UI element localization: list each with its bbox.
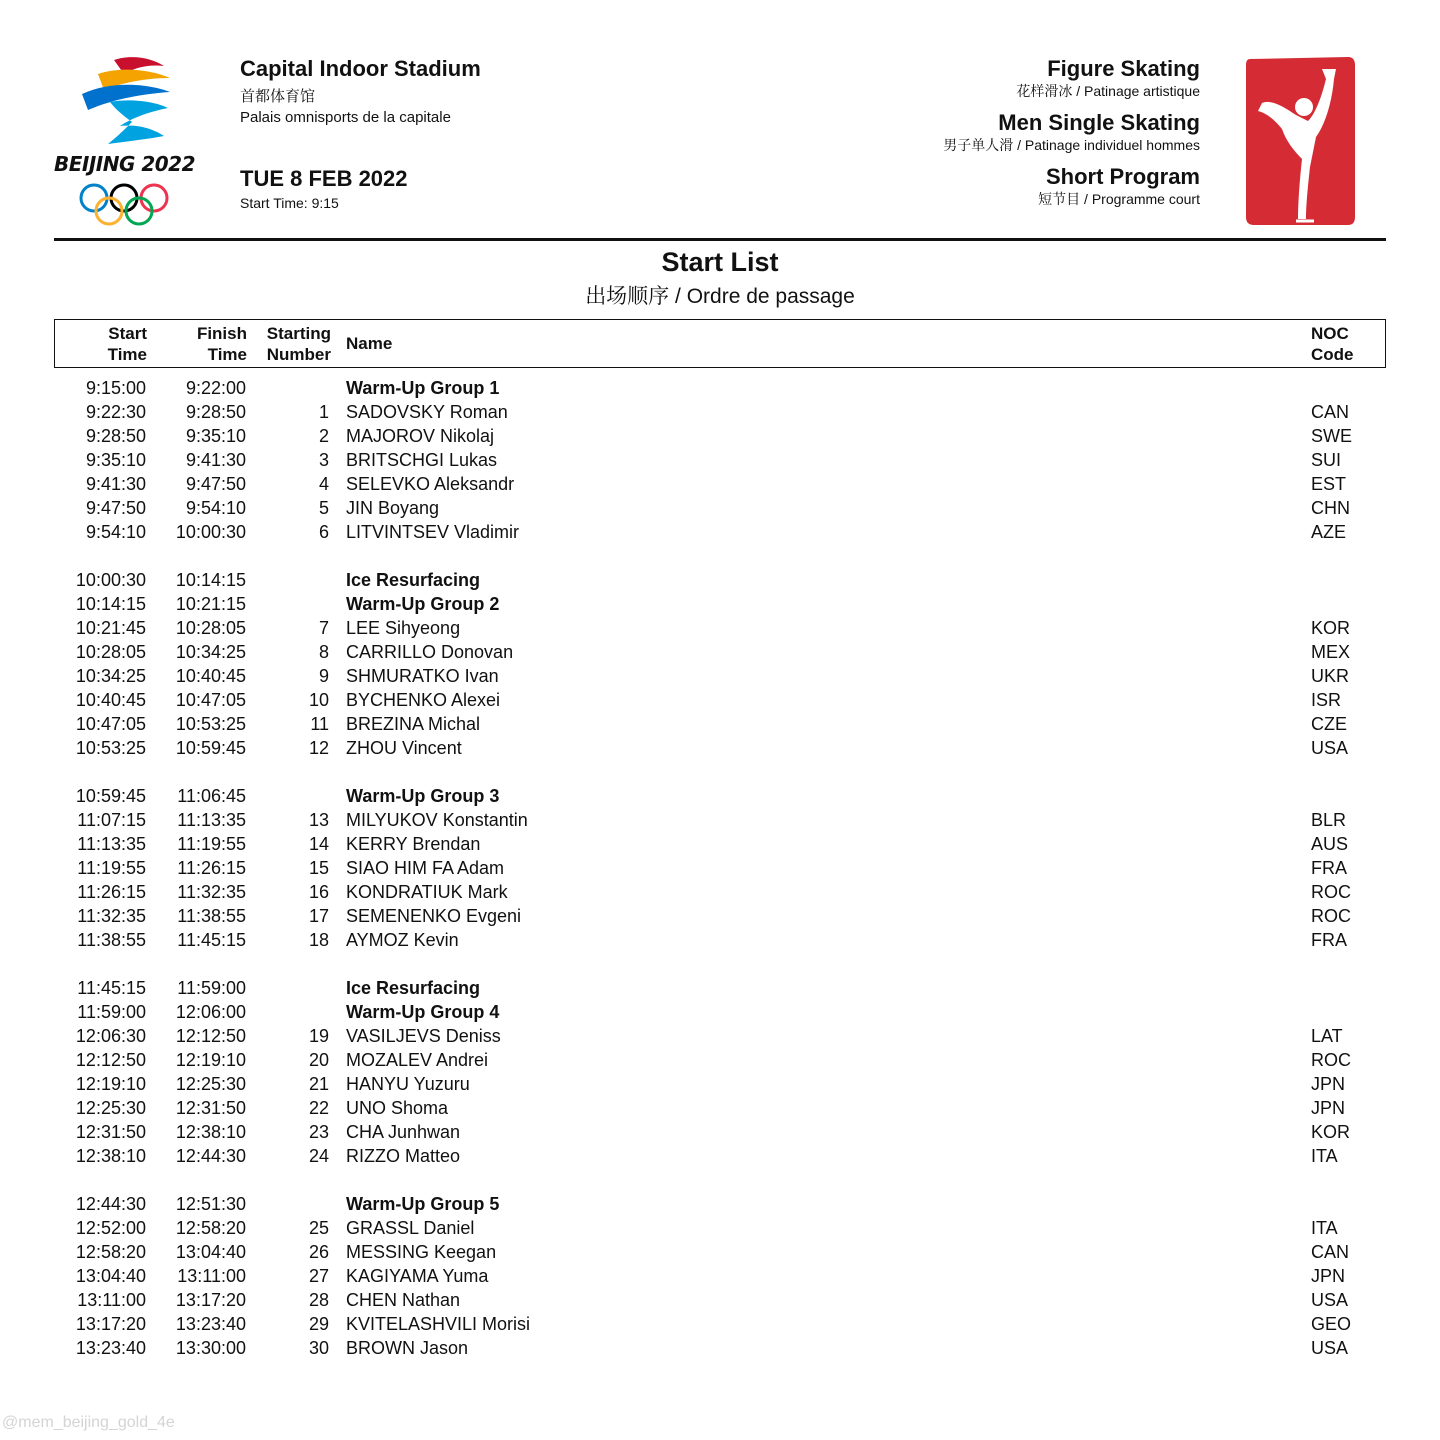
finish-time-cell: 11:38:55 — [177, 906, 246, 926]
noc-code-cell: ROC — [1311, 906, 1351, 926]
header-starting-number: Starting Number — [266, 324, 331, 364]
finish-time-cell: 11:59:00 — [177, 978, 246, 998]
name-cell: CARRILLO Donovan — [346, 642, 514, 662]
schedule-label-row — [0, 592, 1440, 616]
starting-number-cell: 26 — [308, 1242, 329, 1262]
noc-code-cell: FRA — [1311, 858, 1347, 878]
noc-code-cell: ROC — [1311, 882, 1351, 902]
skater-row — [0, 880, 1440, 904]
skater-row — [0, 808, 1440, 832]
watermark: @mem_beijing_gold_4e — [2, 1414, 175, 1431]
start-time-cell: 10:47:05 — [75, 714, 146, 734]
finish-time-cell: 12:19:10 — [175, 1050, 246, 1070]
start-time-cell: 12:58:20 — [75, 1242, 146, 1262]
noc-code-cell: ITA — [1311, 1218, 1338, 1238]
finish-time-cell: 9:28:50 — [185, 402, 246, 422]
name-cell: VASILJEVS Deniss — [346, 1026, 501, 1046]
finish-time-cell: 13:04:40 — [175, 1242, 246, 1262]
start-time-cell: 9:35:10 — [85, 450, 146, 470]
skater-row — [0, 1120, 1440, 1144]
venue-name: Capital Indoor Stadium — [240, 56, 481, 81]
name-cell: Ice Resurfacing — [346, 978, 481, 998]
finish-time-cell: 12:12:50 — [175, 1026, 246, 1046]
finish-time-cell: 12:51:30 — [175, 1194, 246, 1214]
name-cell: Ice Resurfacing — [346, 570, 481, 590]
schedule-label-row — [0, 1000, 1440, 1024]
noc-code-cell: KOR — [1311, 1122, 1351, 1142]
venue-name-zh: 首都体育馆 — [240, 88, 316, 105]
starting-number-cell: 28 — [308, 1290, 329, 1310]
finish-time-cell: 10:21:15 — [175, 594, 246, 614]
start-time-cell: 12:52:00 — [75, 1218, 146, 1238]
skater-row — [0, 1144, 1440, 1168]
noc-code-cell: CAN — [1311, 402, 1350, 422]
name-cell: KONDRATIUK Mark — [346, 882, 508, 902]
skater-row — [0, 1216, 1440, 1240]
name-cell: MESSING Keegan — [346, 1242, 497, 1262]
skater-row — [0, 1264, 1440, 1288]
name-cell: Warm-Up Group 2 — [346, 594, 500, 614]
start-time-cell: 9:22:30 — [85, 402, 146, 422]
starting-number-cell: 12 — [308, 738, 329, 758]
skater-row — [0, 640, 1440, 664]
start-time-cell: 9:54:10 — [85, 522, 146, 542]
emblem-wordmark: BEIJING 2022 — [54, 152, 196, 176]
start-time-cell: 11:19:55 — [77, 858, 146, 878]
name-cell: BYCHENKO Alexei — [346, 690, 501, 710]
starting-number-cell: 21 — [308, 1074, 329, 1094]
name-cell: MILYUKOV Konstantin — [346, 810, 528, 830]
skater-row — [0, 1312, 1440, 1336]
start-time-cell: 13:04:40 — [75, 1266, 146, 1286]
event-date: TUE 8 FEB 2022 — [240, 166, 408, 191]
discipline-subtitle: 男子单人滑 / Patinage individuel hommes — [943, 137, 1200, 153]
skater-row — [0, 616, 1440, 640]
row-spacer — [0, 760, 1440, 784]
skater-row — [0, 472, 1440, 496]
schedule-label-row — [0, 376, 1440, 400]
finish-time-cell: 10:34:25 — [175, 642, 246, 662]
noc-code-cell: CZE — [1311, 714, 1347, 734]
finish-time-cell: 10:40:45 — [175, 666, 246, 686]
discipline-title: Men Single Skating — [998, 110, 1200, 135]
noc-code-cell: AUS — [1311, 834, 1349, 854]
name-cell: BREZINA Michal — [346, 714, 481, 734]
header-noc-code: NOC Code — [1311, 324, 1354, 364]
name-cell: CHA Junhwan — [346, 1122, 461, 1142]
name-cell: SHMURATKO Ivan — [346, 666, 499, 686]
name-cell: GRASSL Daniel — [346, 1218, 475, 1238]
finish-time-cell: 12:31:50 — [175, 1098, 246, 1118]
schedule-label-row — [0, 1192, 1440, 1216]
figure-skating-pictogram-icon — [1244, 55, 1357, 227]
starting-number-cell: 6 — [318, 522, 329, 542]
noc-code-cell: FRA — [1311, 930, 1347, 950]
start-time-cell: 9:15:00 — [85, 378, 146, 398]
start-time-cell: 11:32:35 — [77, 906, 146, 926]
finish-time-cell: 11:45:15 — [177, 930, 246, 950]
start-time-cell: 12:31:50 — [75, 1122, 146, 1142]
name-cell: LITVINTSEV Vladimir — [346, 522, 520, 542]
noc-code-cell: BLR — [1311, 810, 1347, 830]
noc-code-cell: ITA — [1311, 1146, 1338, 1166]
start-time-cell: 10:34:25 — [75, 666, 146, 686]
skater-row — [0, 832, 1440, 856]
start-time-cell: 11:45:15 — [77, 978, 146, 998]
starting-number-cell: 16 — [308, 882, 329, 902]
document-title-block — [0, 247, 1440, 310]
finish-time-cell: 12:58:20 — [175, 1218, 246, 1238]
header-divider — [54, 238, 1386, 241]
row-spacer — [0, 1168, 1440, 1192]
finish-time-cell: 9:22:00 — [185, 378, 246, 398]
starting-number-cell: 27 — [308, 1266, 329, 1286]
schedule-label-row — [0, 568, 1440, 592]
starting-number-cell: 14 — [308, 834, 329, 854]
skater-row — [0, 688, 1440, 712]
skater-row — [0, 856, 1440, 880]
schedule-label-row — [0, 784, 1440, 808]
starting-number-cell: 13 — [308, 810, 329, 830]
name-cell: Warm-Up Group 1 — [346, 378, 500, 398]
noc-code-cell: CHN — [1311, 498, 1350, 518]
name-cell: Warm-Up Group 3 — [346, 786, 500, 806]
finish-time-cell: 11:32:35 — [177, 882, 246, 902]
starting-number-cell: 24 — [308, 1146, 329, 1166]
noc-code-cell: CAN — [1311, 1242, 1350, 1262]
start-time-cell: 11:59:00 — [77, 1002, 146, 1022]
noc-code-cell: JPN — [1311, 1074, 1346, 1094]
noc-code-cell: USA — [1311, 738, 1349, 758]
start-time-cell: 10:00:30 — [75, 570, 146, 590]
noc-code-cell: USA — [1311, 1290, 1349, 1310]
start-time-cell: 10:59:45 — [75, 786, 146, 806]
sport-subtitle: 花样滑冰 / Patinage artistique — [1016, 83, 1200, 99]
document-subtitle: 出场顺序 / Ordre de passage — [585, 285, 855, 308]
start-time-cell: 9:47:50 — [85, 498, 146, 518]
name-cell: SIAO HIM FA Adam — [346, 858, 505, 878]
venue-name-fr: Palais omnisports de la capitale — [240, 109, 451, 126]
skater-row — [0, 1072, 1440, 1096]
noc-code-cell: KOR — [1311, 618, 1351, 638]
skater-row — [0, 400, 1440, 424]
name-cell: AYMOZ Kevin — [346, 930, 459, 950]
header-name: Name — [346, 334, 393, 353]
name-cell: KAGIYAMA Yuma — [346, 1266, 489, 1286]
start-time-cell: 10:28:05 — [75, 642, 146, 662]
segment-title: Short Program — [1045, 164, 1200, 189]
name-cell: BROWN Jason — [346, 1338, 469, 1358]
starting-number-cell: 25 — [308, 1218, 329, 1238]
starting-number-cell: 11 — [310, 714, 329, 734]
finish-time-cell: 12:44:30 — [175, 1146, 246, 1166]
name-cell: SADOVSKY Roman — [346, 402, 508, 422]
noc-code-cell: JPN — [1311, 1098, 1346, 1118]
skater-row — [0, 928, 1440, 952]
finish-time-cell: 10:59:45 — [175, 738, 246, 758]
olympic-rings-icon — [78, 182, 170, 228]
name-cell: MOZALEV Andrei — [346, 1050, 489, 1070]
skater-row — [0, 904, 1440, 928]
name-cell: MAJOROV Nikolaj — [346, 426, 495, 446]
finish-time-cell: 13:30:00 — [175, 1338, 246, 1358]
skater-row — [0, 664, 1440, 688]
noc-code-cell: EST — [1311, 474, 1347, 494]
noc-code-cell: JPN — [1311, 1266, 1346, 1286]
venue-block — [240, 56, 481, 126]
start-time-cell: 12:12:50 — [75, 1050, 146, 1070]
start-time-cell: 11:13:35 — [77, 834, 146, 854]
emblem-ribbon-icon — [52, 52, 202, 152]
start-time-cell: 13:11:00 — [77, 1290, 146, 1310]
date-block — [240, 166, 408, 211]
start-time-cell: 10:53:25 — [75, 738, 146, 758]
starting-number-cell: 22 — [308, 1098, 329, 1118]
start-time-cell: 9:28:50 — [85, 426, 146, 446]
starting-number-cell: 18 — [308, 930, 329, 950]
name-cell: SEMENENKO Evgeni — [346, 906, 522, 926]
noc-code-cell: MEX — [1311, 642, 1351, 662]
name-cell: RIZZO Matteo — [346, 1146, 461, 1166]
sport-title: Figure Skating — [1047, 56, 1200, 81]
starting-number-cell: 1 — [318, 402, 329, 422]
finish-time-cell: 12:25:30 — [175, 1074, 246, 1094]
start-list-rows — [0, 376, 1440, 1360]
start-time-cell: 11:07:15 — [77, 810, 146, 830]
finish-time-cell: 10:53:25 — [175, 714, 246, 734]
finish-time-cell: 11:26:15 — [177, 858, 246, 878]
finish-time-cell: 12:38:10 — [175, 1122, 246, 1142]
event-block — [943, 56, 1200, 218]
table-header — [54, 319, 1386, 368]
skater-row — [0, 448, 1440, 472]
start-time-cell: 9:41:30 — [85, 474, 146, 494]
skater-row — [0, 520, 1440, 544]
skater-row — [0, 1096, 1440, 1120]
finish-time-cell: 9:47:50 — [185, 474, 246, 494]
start-time-cell: 12:06:30 — [75, 1026, 146, 1046]
skater-row — [0, 424, 1440, 448]
name-cell: UNO Shoma — [346, 1098, 449, 1118]
starting-number-cell: 7 — [318, 618, 329, 638]
starting-number-cell: 20 — [308, 1050, 329, 1070]
start-time-cell: 13:17:20 — [75, 1314, 146, 1334]
starting-number-cell: 19 — [308, 1026, 329, 1046]
start-time-cell: 11:38:55 — [77, 930, 146, 950]
name-cell: Warm-Up Group 5 — [346, 1194, 500, 1214]
starting-number-cell: 4 — [318, 474, 329, 494]
header-finish-time: Finish Time — [196, 324, 247, 364]
finish-time-cell: 9:54:10 — [185, 498, 246, 518]
skater-row — [0, 1240, 1440, 1264]
row-spacer — [0, 544, 1440, 568]
starting-number-cell: 30 — [308, 1338, 329, 1358]
finish-time-cell: 11:19:55 — [177, 834, 246, 854]
starting-number-cell: 10 — [308, 690, 329, 710]
finish-time-cell: 9:35:10 — [185, 426, 246, 446]
starting-number-cell: 17 — [308, 906, 329, 926]
finish-time-cell: 10:47:05 — [175, 690, 246, 710]
beijing-2022-emblem — [52, 52, 202, 230]
noc-code-cell: USA — [1311, 1338, 1349, 1358]
starting-number-cell: 15 — [308, 858, 329, 878]
starting-number-cell: 2 — [318, 426, 329, 446]
finish-time-cell: 10:14:15 — [175, 570, 246, 590]
start-time-label: Start Time: 9:15 — [240, 195, 339, 211]
finish-time-cell: 13:11:00 — [177, 1266, 246, 1286]
name-cell: HANYU Yuzuru — [346, 1074, 470, 1094]
noc-code-cell: SUI — [1311, 450, 1342, 470]
starting-number-cell: 29 — [308, 1314, 329, 1334]
start-time-cell: 12:44:30 — [75, 1194, 146, 1214]
row-spacer — [0, 952, 1440, 976]
skater-row — [0, 496, 1440, 520]
name-cell: SELEVKO Aleksandr — [346, 474, 515, 494]
start-time-cell: 12:19:10 — [75, 1074, 146, 1094]
skater-row — [0, 1336, 1440, 1360]
finish-time-cell: 11:06:45 — [177, 786, 246, 806]
name-cell: Warm-Up Group 4 — [346, 1002, 500, 1022]
start-time-cell: 11:26:15 — [77, 882, 146, 902]
starting-number-cell: 3 — [318, 450, 329, 470]
noc-code-cell: AZE — [1311, 522, 1347, 542]
start-time-cell: 13:23:40 — [75, 1338, 146, 1358]
start-time-cell: 12:38:10 — [75, 1146, 146, 1166]
start-time-cell: 12:25:30 — [75, 1098, 146, 1118]
skater-row — [0, 736, 1440, 760]
starting-number-cell: 5 — [318, 498, 329, 518]
starting-number-cell: 23 — [308, 1122, 329, 1142]
schedule-label-row — [0, 976, 1440, 1000]
skater-row — [0, 1288, 1440, 1312]
starting-number-cell: 8 — [318, 642, 329, 662]
name-cell: CHEN Nathan — [346, 1290, 461, 1310]
name-cell: KVITELASHVILI Morisi — [346, 1314, 531, 1334]
name-cell: ZHOU Vincent — [346, 738, 462, 758]
start-time-cell: 10:21:45 — [75, 618, 146, 638]
name-cell: BRITSCHGI Lukas — [346, 450, 498, 470]
finish-time-cell: 10:00:30 — [175, 522, 246, 542]
finish-time-cell: 13:23:40 — [175, 1314, 246, 1334]
finish-time-cell: 13:17:20 — [175, 1290, 246, 1310]
noc-code-cell: ROC — [1311, 1050, 1351, 1070]
finish-time-cell: 11:13:35 — [177, 810, 246, 830]
start-time-cell: 10:14:15 — [75, 594, 146, 614]
skater-row — [0, 1048, 1440, 1072]
name-cell: KERRY Brendan — [346, 834, 481, 854]
name-cell: LEE Sihyeong — [346, 618, 461, 638]
finish-time-cell: 10:28:05 — [175, 618, 246, 638]
noc-code-cell: UKR — [1311, 666, 1350, 686]
skater-row — [0, 712, 1440, 736]
finish-time-cell: 9:41:30 — [185, 450, 246, 470]
start-time-cell: 10:40:45 — [75, 690, 146, 710]
starting-number-cell: 9 — [318, 666, 329, 686]
segment-subtitle: 短节目 / Programme court — [1038, 191, 1200, 207]
header-start-time: Start Time — [107, 324, 147, 364]
document-title: Start List — [661, 247, 779, 277]
name-cell: JIN Boyang — [346, 498, 440, 518]
noc-code-cell: LAT — [1311, 1026, 1343, 1046]
noc-code-cell: ISR — [1311, 690, 1342, 710]
skater-row — [0, 1024, 1440, 1048]
noc-code-cell: GEO — [1311, 1314, 1352, 1334]
noc-code-cell: SWE — [1311, 426, 1353, 446]
finish-time-cell: 12:06:00 — [175, 1002, 246, 1022]
